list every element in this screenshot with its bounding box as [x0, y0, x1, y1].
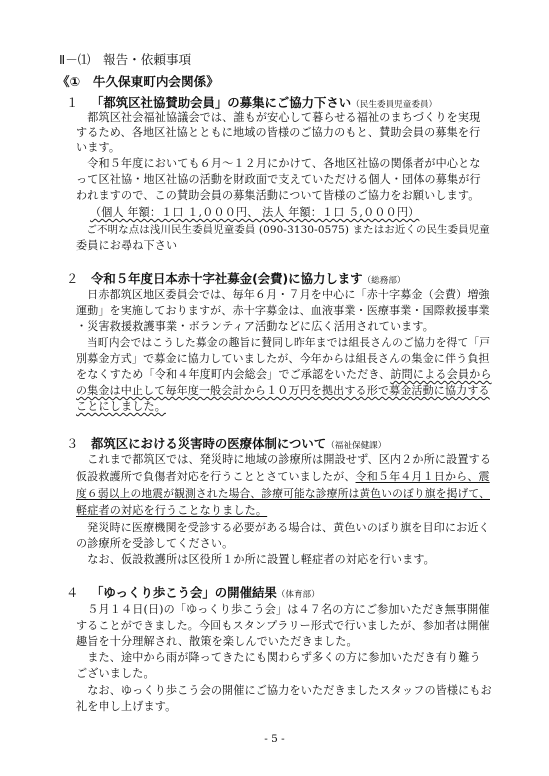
item-1-line: 委員にお尋ね下さい [76, 239, 178, 252]
item-2-line: ・災害救援救護事業・ボランティア活動などに広く活用されています。 [76, 320, 435, 333]
section-heading: Ⅱ－⑴ 報告・依頼事項 [59, 52, 192, 67]
item-2-emphasis: 訪問による会員から [390, 368, 492, 381]
item-3-line: これまで都筑区では、発災時に地域の診療所は開設せず、区内２か所に設置する [76, 453, 492, 466]
item-4-number: ４ [66, 585, 79, 600]
item-4-line: 趣旨を十分理解され、散策を楽しんでいただきました。 [76, 635, 358, 648]
item-3-line [76, 470, 490, 484]
item-3-line-text: 仮設救護所で負傷者対応を行うこととさていましたが、 [76, 470, 356, 483]
item-2-heading [66, 271, 406, 289]
item-1-line: 都筑区社会福祉協議会では、誰もが安心して暮らせる福祉のまちづくりを実現 [76, 111, 481, 124]
item-4-heading [66, 585, 320, 603]
item-4-dept: （体育部） [276, 590, 320, 600]
item-1-line: 令和５年度においても６月～１２月にかけて、各地区社協の関係者が中心とな [76, 157, 481, 170]
item-3-line: の診療所を受診してください。 [76, 537, 234, 550]
item-4-line: 礼を申し上げます。 [76, 700, 177, 713]
item-2-line: 別募金方式」で募金に協力していましたが、今年からは組長さんの集金に伴う負担 [76, 352, 490, 365]
item-2-emphasis-line: ことにしました。 [76, 400, 166, 413]
item-2-dept: （総務部） [362, 276, 406, 286]
item-2-line-text: をなくすため「令和４年度町内会総会」でご承認をいただき、 [76, 368, 391, 381]
item-3-number: ３ [66, 436, 79, 451]
item-1-dept: （民生委員児童委員） [351, 100, 438, 110]
item-2-line: 運動」を実施しておりますが、赤十字募金は、血液事業・医療事業・国際救援事業 [76, 304, 490, 317]
item-4-line: なお、ゆっくり歩こう会の開催にご協力をいただきましたスタッフの皆様にもお [76, 684, 492, 697]
item-4-line: することができました。今回もスタンプラリー形式で行いましたが、参加者は開催 [76, 619, 490, 632]
item-3-title: 都筑区における災害時の医療体制について [91, 436, 327, 451]
item-4-line: また、途中から雨が降ってきたにも関わらず多くの方に参加いただき有り難う [76, 651, 481, 664]
item-2-emphasis-line: の集金は中止して毎年度一般会計から１０万円を拠出する形で募金活動に協力する [76, 384, 490, 397]
page-number: - 5 - [264, 733, 285, 745]
item-3-line: なお、仮設救護所は区役所１か所に設置し軽症者の対応を行います。 [76, 553, 435, 566]
item-1-line: って区社協・地区社協の活動を財政面で支えていただける個人・団体の募集が行 [76, 173, 481, 186]
item-2-line: 日赤都筑区地区委員会では、毎年６月・７月を中心に「赤十字募金（会費）増強 [76, 288, 490, 301]
item-1-line: ご不明な点は浅川民生委員児童委員 (090-3130-0575) またはお近くの民生委員児童 [76, 224, 490, 236]
item-3-emphasis-line: 度６弱以上の地震が観測された場合、診療可能な診療所は黄色いのぼり旗を掲げて、 [76, 487, 490, 500]
item-1-title: 「都筑区社協賛助会員」の募集にご協力下さい [91, 95, 352, 110]
item-4-title: 「ゆっくり歩こう会」の開催結果 [91, 585, 277, 600]
item-2-line [76, 368, 492, 382]
item-1-line: するため、各地区社協とともに地域の皆様のご協力のもと、賛助会員の募集を行 [76, 126, 481, 139]
item-2-line: 当町内会ではこうした募金の趣旨に賛同し昨年までは組長さんのご協力を得て「戸 [76, 336, 491, 349]
item-3-emphasis-line: 軽症者の対応を行うことなりました。 [76, 504, 268, 517]
item-3-line: 発災時に医療機関を受診する必要がある場合は、黄色いのぼり旗を目印にお近く [76, 521, 490, 534]
section-subheading: 《① 牛久保東町内会関係》 [57, 74, 219, 89]
item-1-number: １ [66, 95, 79, 110]
item-3-dept: （福祉保健課） [326, 441, 387, 451]
item-4-line: ございました。 [76, 667, 155, 680]
item-1-line: われますので、この賛助会員の募集活動について皆様のご協力をお願いします。 [76, 189, 480, 202]
item-4-line: ５月１４日(日)の「ゆっくり歩こう会」は４７名の方にご参加いただき無事開催 [76, 603, 490, 616]
item-1-fee-line: （個人 年額：１口 １,０００円、 法人 年額：１口 ５,０００円） [90, 206, 420, 219]
item-1-line: います。 [76, 141, 121, 154]
item-2-number: ２ [66, 271, 79, 286]
item-3-emphasis: 令和５年４月１日から、震 [355, 470, 490, 483]
item-2-title: 令和５年度日本赤十字社募金(会費)に協力します [91, 271, 363, 286]
item-3-heading [66, 436, 386, 454]
